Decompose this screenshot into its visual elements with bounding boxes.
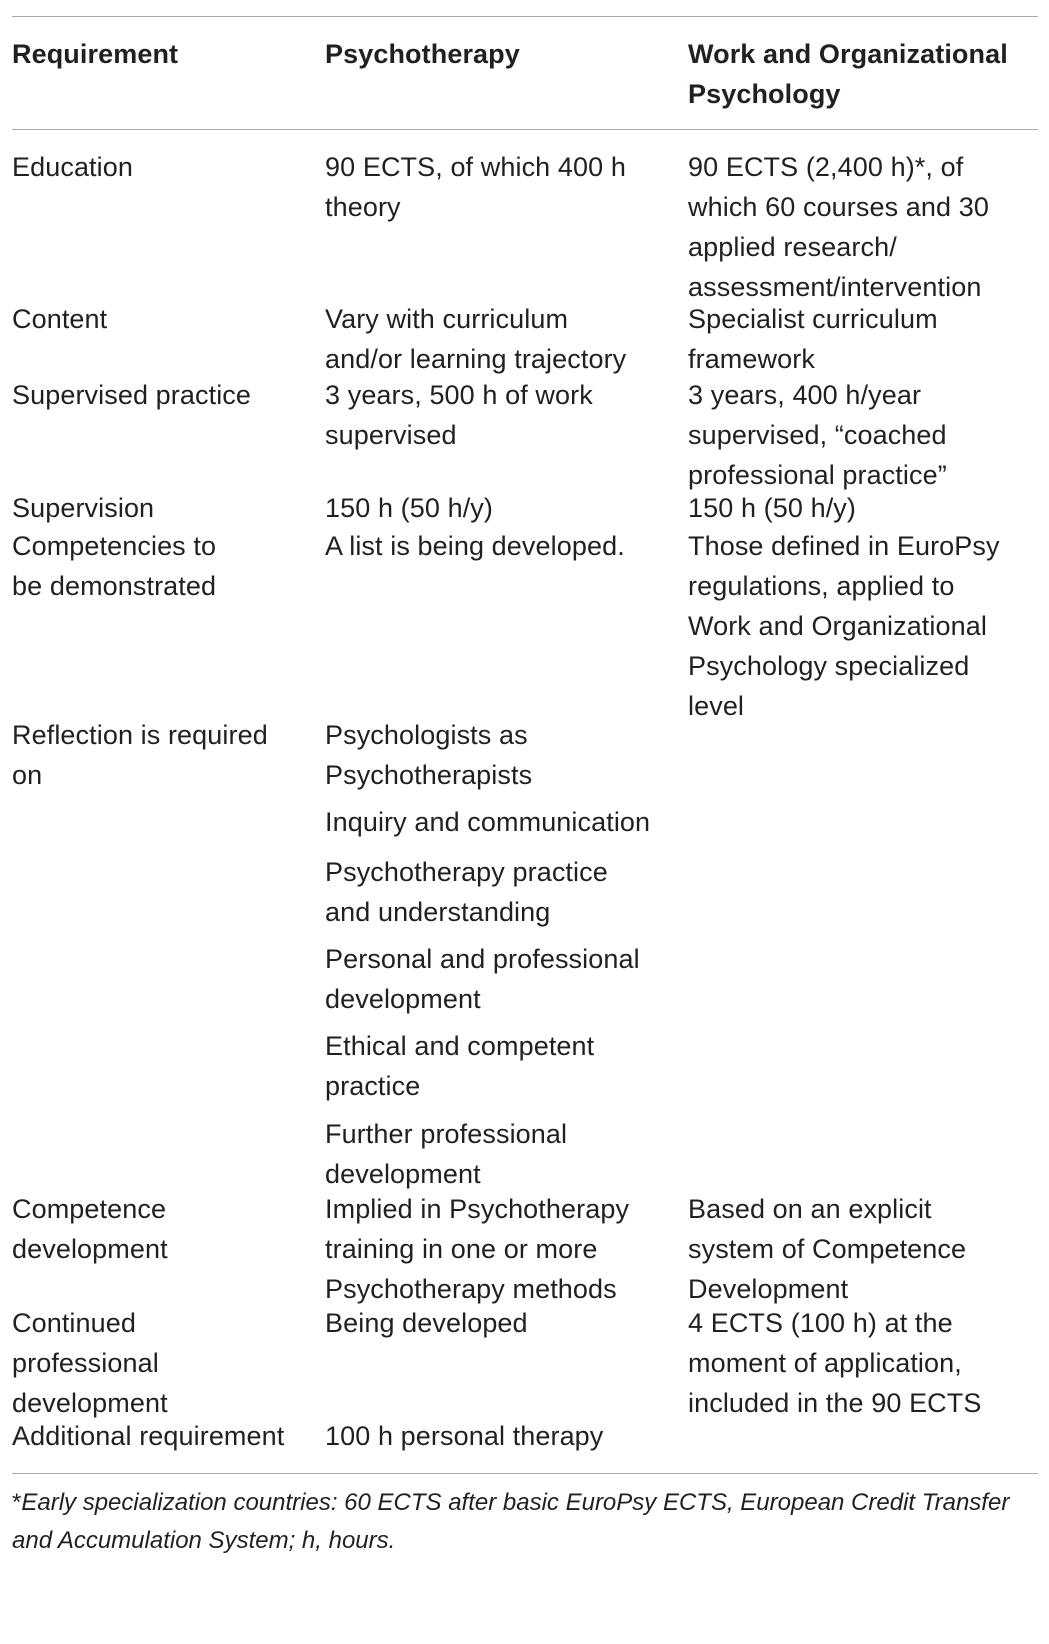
row-content-requirement: Content — [12, 304, 108, 334]
row-education-requirement: Education — [12, 152, 133, 182]
row-supervised-practice-requirement: Supervised practice — [12, 380, 252, 410]
reflection-item: Psychologists as Psychotherapists — [325, 720, 533, 790]
footnote-text: Early specialization countries: 60 ECTS after basic EuroPsy ECTS, European Credit Transfer and Accumulation System; h, hours. — [12, 1489, 1010, 1554]
row-cpd-work-org: 4 ECTS (100 h) at the moment of application, included in the 90 ECTS — [688, 1308, 982, 1418]
header-psychotherapy: Psychotherapy — [325, 39, 520, 69]
row-supervision-requirement: Supervision — [12, 493, 155, 523]
row-supervision-work-org: 150 h (50 h/y) — [688, 493, 857, 523]
row-content-psychotherapy: Vary with curriculum and/or learning trajectory — [325, 304, 627, 374]
row-supervision-psychotherapy: 150 h (50 h/y) — [325, 493, 494, 523]
row-competence-development-psychotherapy: Implied in Psychotherapy training in one or more Psychotherapy methods — [325, 1194, 630, 1304]
footnote-marker: * — [12, 1489, 22, 1516]
row-competencies-psychotherapy: A list is being developed. — [325, 531, 625, 561]
header-work-org: Work and Organizational Psychology — [688, 39, 1008, 109]
row-competencies-work-org: Those defined in EuroPsy regulations, applied to Work and Organizational Psychology specialized level — [688, 531, 1000, 721]
row-cpd-requirement: Continued professional development — [12, 1308, 168, 1418]
reflection-item: Personal and professional development — [325, 944, 640, 1014]
reflection-item: Psychotherapy practice and understanding — [325, 857, 608, 927]
row-reflection-requirement: Reflection is required on — [12, 720, 268, 790]
row-supervised-practice-work-org: 3 years, 400 h/year supervised, “coached professional practice” — [688, 380, 947, 490]
row-education-psychotherapy: 90 ECTS, of which 400 h theory — [325, 152, 626, 222]
reflection-item: Inquiry and communication — [325, 807, 651, 837]
table-footnote — [12, 1484, 1038, 1560]
header-requirement: Requirement — [12, 39, 179, 69]
row-supervised-practice-psychotherapy: 3 years, 500 h of work supervised — [325, 380, 593, 450]
header-bottom-rule — [12, 129, 1038, 130]
reflection-item: Ethical and competent practice — [325, 1031, 595, 1101]
row-cpd-psychotherapy: Being developed — [325, 1308, 528, 1338]
reflection-item: Further professional development — [325, 1119, 568, 1189]
row-competence-development-requirement: Competence development — [12, 1194, 168, 1264]
table-bottom-rule — [12, 1473, 1038, 1474]
row-additional-psychotherapy: 100 h personal therapy — [325, 1421, 604, 1451]
row-content-work-org: Specialist curriculum framework — [688, 304, 938, 374]
table-top-rule — [12, 16, 1038, 17]
row-additional-requirement: Additional requirement — [12, 1421, 285, 1451]
row-education-work-org: 90 ECTS (2,400 h)*, of which 60 courses and 30 applied research/ assessment/intervention — [688, 152, 989, 302]
row-competence-development-work-org: Based on an explicit system of Competence Development — [688, 1194, 967, 1304]
row-competencies-requirement: Competencies to be demonstrated — [12, 531, 217, 601]
